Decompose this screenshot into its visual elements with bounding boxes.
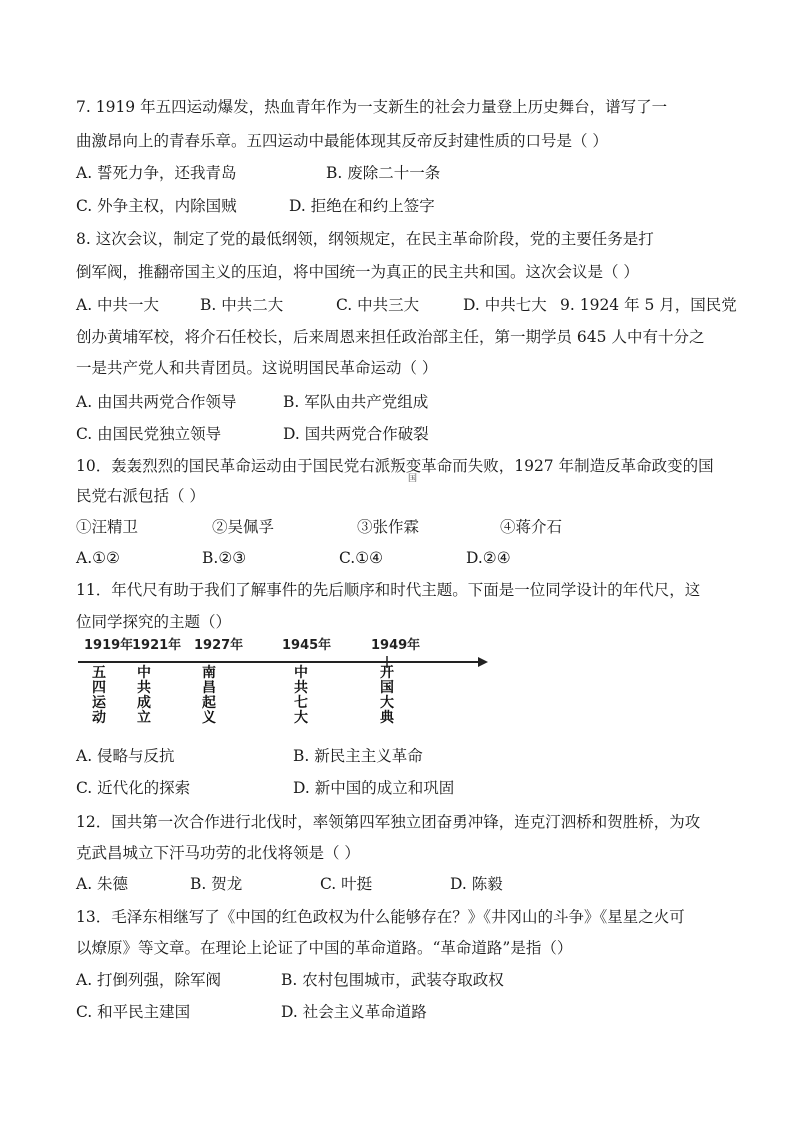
q10-option-c[interactable]: C.①④ — [339, 549, 384, 567]
q9-option-c[interactable]: C. 由国民党独立领导 — [76, 425, 222, 443]
q8-stem-line2: 倒军阀，推翻帝国主义的压迫，将中国统一为真正的民主共和国。这次会议是（ ） — [76, 263, 639, 281]
q12-option-d[interactable]: D. 陈毅 — [450, 875, 503, 893]
timeline-event-cpc-founding: 中共成立 — [137, 665, 151, 726]
q9-stem-line1: 9. 1924 年 5 月，国民党 — [560, 296, 737, 314]
q8-option-c[interactable]: C. 中共三大 — [336, 296, 420, 314]
timeline-year-1921: 1921年 — [132, 638, 182, 653]
q11-option-c[interactable]: C. 近代化的探索 — [76, 779, 191, 797]
q12-stem-line2: 克武昌城立下汗马功劳的北伐将领是（ ） — [76, 844, 360, 862]
q10-items-row — [76, 517, 726, 537]
q9-options-row1 — [76, 392, 726, 412]
q11-stem-line1: 11．年代尺有助于我们了解事件的先后顺序和时代主题。下面是一位同学设计的年代尺，这 — [76, 581, 701, 599]
timeline-year-1945: 1945年 — [282, 638, 332, 653]
q13-stem-line1: 13．毛泽东相继写了《中国的红色政权为什么能够存在？》《井冈山的斗争》《星星之火可 — [76, 908, 685, 926]
q7-stem-line2: 曲激昂向上的青春乐章。五四运动中最能体现其反帝反封建性质的口号是（ ） — [76, 132, 608, 150]
q9-option-b[interactable]: B. 军队由共产党组成 — [283, 393, 429, 411]
timeline-arrow-head — [478, 657, 488, 667]
timeline-event-founding-ceremony: 开国大典 — [380, 665, 394, 726]
q12-options-row — [76, 874, 726, 894]
era-timeline — [74, 634, 494, 734]
q13-option-b[interactable]: B. 农村包围城市，武装夺取政权 — [281, 971, 504, 989]
timeline-event-nanchang-uprising: 南昌起义 — [202, 665, 216, 726]
q10-stem-line2: 民党右派包括（ ） — [76, 487, 205, 505]
q13-option-d[interactable]: D. 社会主义革命道路 — [281, 1003, 427, 1021]
q12-option-c[interactable]: C. 叶挺 — [320, 875, 373, 893]
q8-options-row — [76, 295, 737, 315]
q12-option-a[interactable]: A. 朱德 — [76, 875, 129, 893]
q13-option-c[interactable]: C. 和平民主建国 — [76, 1003, 191, 1021]
q8-option-d[interactable]: D. 中共七大 — [463, 296, 547, 314]
q12-option-b[interactable]: B. 贺龙 — [190, 875, 243, 893]
q8-option-a[interactable]: A. 中共一大 — [76, 296, 160, 314]
timeline-event-may-fourth: 五四运动 — [92, 665, 106, 726]
q11-option-b[interactable]: B. 新民主主义革命 — [293, 747, 423, 765]
q10-item-3: ③张作霖 — [357, 518, 420, 536]
timeline-year-1927: 1927年 — [194, 638, 244, 653]
q10-stem-line1: 10．轰轰烈烈的国民革命运动由于国民党右派叛变革命而失败，1927 年制造反革命政变的国 — [76, 457, 714, 475]
q10-option-d[interactable]: D.②④ — [466, 549, 511, 567]
q10-option-a[interactable]: A.①② — [76, 549, 120, 567]
q13-option-a[interactable]: A. 打倒列强，除军阀 — [76, 971, 222, 989]
q13-options-row2 — [76, 1002, 726, 1022]
q9-option-a[interactable]: A. 由国共两党合作领导 — [76, 393, 237, 411]
q13-options-row1 — [76, 970, 726, 990]
q11-options-row1 — [76, 746, 726, 766]
q9-option-d[interactable]: D. 国共两党合作破裂 — [283, 425, 429, 443]
q12-stem-line1: 12．国共第一次合作进行北伐时，率领第四军独立团奋勇冲锋，连克汀泗桥和贺胜桥，为攻 — [76, 813, 701, 831]
q8-stem-line1: 8. 这次会议，制定了党的最低纲领，纲领规定，在民主革命阶段，党的主要任务是打 — [76, 230, 654, 248]
q10-item-2: ②吴佩孚 — [212, 518, 275, 536]
timeline-year-1949: 1949年 — [371, 638, 421, 653]
q11-options-row2 — [76, 778, 726, 798]
q10-item-1: ①汪精卫 — [76, 518, 139, 536]
q7-stem-line1: 7. 1919 年五四运动爆发，热血青年作为一支新生的社会力量登上历史舞台，谱写了一 — [76, 98, 668, 116]
q8-option-b[interactable]: B. 中共二大 — [200, 296, 284, 314]
q9-options-row2 — [76, 424, 726, 444]
q9-stem-line3: 一是共产党人和共青团员。这说明国民革命运动（ ） — [76, 359, 438, 377]
timeline-year-1919: 1919年 — [84, 638, 134, 653]
timeline-event-seventh-congress: 中共七大 — [294, 665, 308, 726]
q7-option-c[interactable]: C. 外争主权，内除国贼 — [76, 197, 237, 215]
q10-subscript-mark: 国 — [408, 474, 418, 484]
q10-options-row — [76, 548, 726, 568]
q10-option-b[interactable]: B.②③ — [202, 549, 247, 567]
q7-options-row1 — [76, 163, 726, 183]
q7-option-b[interactable]: B. 废除二十一条 — [326, 164, 441, 182]
q11-option-d[interactable]: D. 新中国的成立和巩固 — [293, 779, 455, 797]
q7-option-a[interactable]: A. 誓死力争，还我青岛 — [76, 164, 237, 182]
q9-stem-line2: 创办黄埔军校，将介石任校长，后来周恩来担任政治部主任，第一期学员 645 人中有十分之 — [76, 328, 705, 346]
q11-stem-line2: 位同学探究的主题（） — [76, 613, 232, 631]
q11-option-a[interactable]: A. 侵略与反抗 — [76, 747, 175, 765]
q7-option-d[interactable]: D. 拒绝在和约上签字 — [289, 197, 435, 215]
q13-stem-line2: 以燎原》等文章。在理论上论证了中国的革命道路。“革命道路”是指（） — [76, 939, 573, 957]
q7-options-row2 — [76, 196, 726, 216]
q10-item-4: ④蒋介石 — [500, 518, 563, 536]
